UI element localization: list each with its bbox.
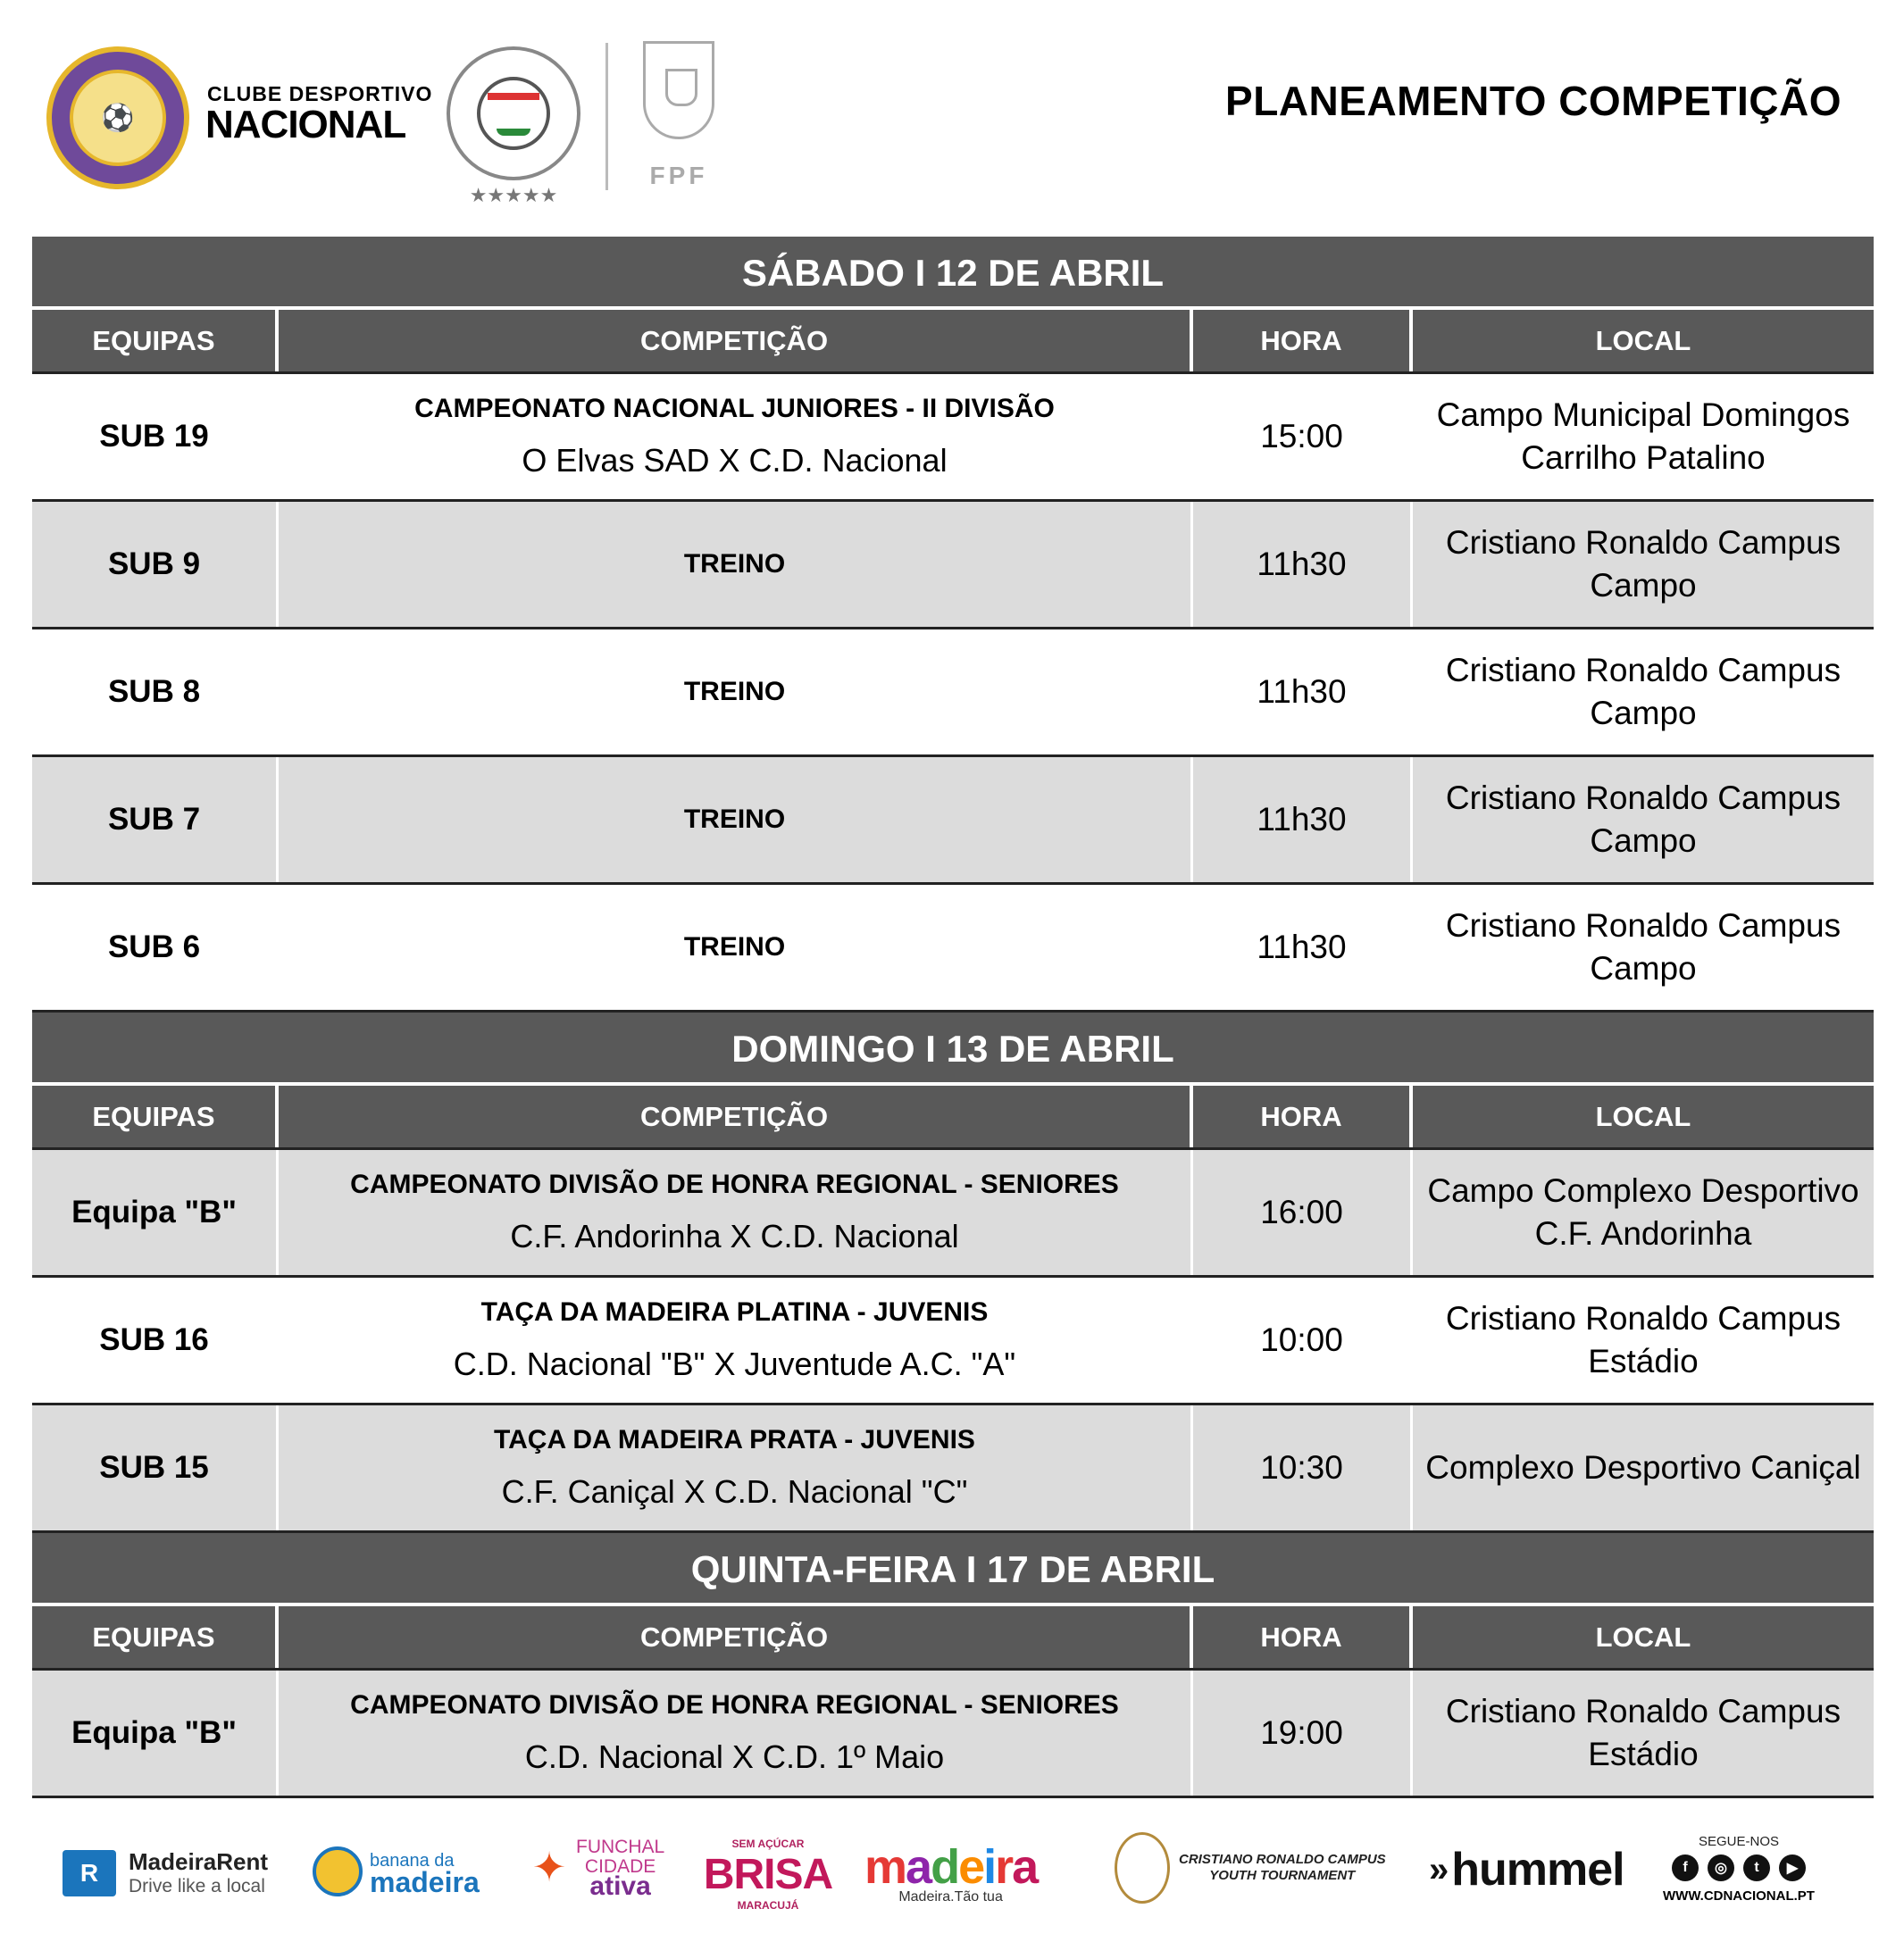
table-row [32, 502, 1874, 629]
madeirarent-name: MadeiraRent [129, 1848, 269, 1875]
competition-title: CAMPEONATO NACIONAL JUNIORES - II DIVISÃO [414, 394, 1055, 423]
day-header: SÁBADO I 12 DE ABRIL [32, 237, 1874, 310]
venue-line: Cristiano Ronaldo Campus [1445, 907, 1841, 944]
column-competition: COMPETIÇÃO [279, 1086, 1193, 1147]
table-row [32, 374, 1874, 502]
time-cell: 19:00 [1193, 1671, 1413, 1796]
competition-title: TAÇA DA MADEIRA PLATINA - JUVENIS [480, 1297, 989, 1327]
competition-cell [279, 885, 1193, 1010]
venue-cell [1413, 502, 1874, 627]
venue-line: Cristiano Ronaldo Campus [1445, 524, 1841, 561]
table-row [32, 1405, 1874, 1533]
column-teams: EQUIPAS [32, 1606, 279, 1668]
venue-line: Campo Municipal Domingos [1436, 396, 1850, 433]
competition-title: TAÇA DA MADEIRA PRATA - JUVENIS [494, 1425, 975, 1454]
team-cell: SUB 8 [32, 629, 279, 754]
madeirarent-tagline: Drive like a local [129, 1876, 265, 1896]
brisa-main: BRISA [703, 1850, 833, 1898]
banana-small-text: banana da [370, 1851, 455, 1871]
competition-title: CAMPEONATO DIVISÃO DE HONRA REGIONAL - SENIORES [350, 1690, 1119, 1720]
competition-cell [279, 1278, 1193, 1403]
table-row [32, 757, 1874, 885]
column-teams: EQUIPAS [32, 310, 279, 371]
funchal-line3: ativa [589, 1871, 651, 1901]
crc-line1: CRISTIANO RONALDO CAMPUS [1179, 1852, 1386, 1867]
website-link[interactable]: WWW.CDNACIONAL.PT [1663, 1888, 1815, 1904]
venue-line: Campo [1590, 567, 1697, 604]
venue-cell [1413, 1405, 1874, 1530]
competition-cell [279, 1405, 1193, 1530]
madeira-wordmark: madeira [864, 1840, 1038, 1894]
schedule-table [32, 237, 1874, 1798]
table-row [32, 629, 1874, 757]
venue-line: Cristiano Ronaldo Campus [1445, 652, 1841, 688]
column-time: HORA [1193, 1086, 1413, 1147]
page-header [0, 0, 1904, 223]
time-cell: 11h30 [1193, 757, 1413, 882]
fpf-label: FPF [649, 162, 708, 189]
fpf-shield-icon [643, 41, 714, 139]
match-text: C.F. Caniçal X C.D. Nacional "C" [501, 1473, 968, 1510]
club-name-big: NACIONAL [205, 103, 406, 146]
sponsor-banana [313, 1846, 480, 1896]
facebook-icon[interactable]: f [1672, 1854, 1699, 1881]
madeirarent-logo-icon: R [63, 1850, 116, 1896]
match-text: C.D. Nacional "B" X Juventude A.C. "A" [453, 1346, 1016, 1382]
club-crest-center: ⚽ [70, 70, 166, 166]
club-name-small: CLUBE DESPORTIVO [207, 82, 433, 105]
fpf-logo [634, 41, 723, 193]
column-competition: COMPETIÇÃO [279, 1606, 1193, 1668]
venue-cell [1413, 1150, 1874, 1275]
column-competition: COMPETIÇÃO [279, 310, 1193, 371]
hummel-chevron-icon: » [1429, 1849, 1449, 1889]
day-header: DOMINGO I 13 DE ABRIL [32, 1013, 1874, 1086]
certification-logo [447, 46, 580, 206]
venue-line: Cristiano Ronaldo Campus [1445, 1693, 1841, 1729]
sponsor-madeira [864, 1839, 1037, 1905]
team-cell: Equipa "B" [32, 1671, 279, 1796]
hummel-wordmark: hummel [1451, 1844, 1624, 1896]
time-cell: 11h30 [1193, 629, 1413, 754]
crc-badge-icon [1115, 1832, 1170, 1904]
venue-line: C.F. Andorinha [1534, 1215, 1752, 1252]
competition-cell [279, 629, 1193, 754]
match-text: O Elvas SAD X C.D. Nacional [522, 442, 948, 479]
club-crest-logo [46, 46, 189, 189]
funchal-line2: CIDADE [584, 1856, 656, 1877]
table-row [32, 1671, 1874, 1798]
table-row [32, 1278, 1874, 1405]
competition-cell [279, 374, 1193, 499]
venue-cell [1413, 629, 1874, 754]
venue-line: Campo Complexo Desportivo [1427, 1172, 1859, 1209]
crc-line2: YOUTH TOURNAMENT [1209, 1868, 1356, 1883]
sponsor-hummel [1429, 1843, 1624, 1896]
column-teams: EQUIPAS [32, 1086, 279, 1147]
match-text: C.D. Nacional X C.D. 1º Maio [524, 1738, 945, 1775]
funchal-line1: FUNCHAL [576, 1837, 665, 1857]
sponsor-funchal [522, 1837, 665, 1901]
column-time: HORA [1193, 310, 1413, 371]
madeira-tagline: Madeira.Tão tua [898, 1889, 1003, 1904]
team-cell: SUB 15 [32, 1405, 279, 1530]
time-cell: 16:00 [1193, 1150, 1413, 1275]
column-venue: LOCAL [1595, 1621, 1691, 1653]
competition-title: TREINO [683, 932, 786, 962]
table-row [32, 1150, 1874, 1278]
venue-line: Campo [1590, 950, 1697, 987]
time-cell: 11h30 [1193, 885, 1413, 1010]
venue-line: Campo [1590, 822, 1697, 859]
time-cell: 15:00 [1193, 374, 1413, 499]
team-cell: SUB 6 [32, 885, 279, 1010]
column-venue: LOCAL [1595, 1100, 1691, 1132]
instagram-icon[interactable]: ◎ [1708, 1854, 1734, 1881]
social-block [1663, 1834, 1815, 1904]
competition-cell [279, 1150, 1193, 1275]
table-row [32, 885, 1874, 1013]
twitter-icon[interactable]: t [1743, 1854, 1770, 1881]
venue-line: Estádio [1588, 1343, 1699, 1379]
venue-cell [1413, 374, 1874, 499]
youtube-icon[interactable]: ▶ [1779, 1854, 1806, 1881]
column-header-row [32, 1606, 1874, 1671]
logo-divider [605, 43, 608, 190]
competition-cell [279, 1671, 1193, 1796]
competition-title: TREINO [683, 804, 786, 834]
day-header: QUINTA-FEIRA I 17 DE ABRIL [32, 1533, 1874, 1606]
venue-line: Estádio [1588, 1736, 1699, 1772]
brisa-top: SEM AÇÚCAR [731, 1837, 805, 1850]
venue-cell [1413, 1671, 1874, 1796]
match-text: C.F. Andorinha X C.D. Nacional [510, 1218, 959, 1254]
competition-title: CAMPEONATO DIVISÃO DE HONRA REGIONAL - SENIORES [350, 1170, 1119, 1199]
social-heading: SEGUE-NOS [1698, 1834, 1779, 1849]
banana-logo-icon [313, 1846, 363, 1896]
sponsor-brisa [703, 1834, 833, 1914]
column-header-row [32, 310, 1874, 374]
brisa-bottom: MARACUJÁ [737, 1898, 799, 1912]
venue-line: Cristiano Ronaldo Campus [1445, 1300, 1841, 1337]
certification-stars-icon: ★★★★★ [469, 184, 558, 206]
team-cell: Equipa "B" [32, 1150, 279, 1275]
team-cell: SUB 16 [32, 1278, 279, 1403]
venue-cell [1413, 1278, 1874, 1403]
competition-cell [279, 502, 1193, 627]
venue-cell [1413, 885, 1874, 1010]
venue-line: Cristiano Ronaldo Campus [1445, 779, 1841, 816]
column-header-row [32, 1086, 1874, 1150]
venue-cell [1413, 757, 1874, 882]
funchal-figure-icon: ✦ [531, 1844, 567, 1890]
team-cell: SUB 9 [32, 502, 279, 627]
column-venue: LOCAL [1595, 324, 1691, 356]
competition-cell [279, 757, 1193, 882]
column-time: HORA [1193, 1606, 1413, 1668]
banana-big-text: madeira [370, 1866, 480, 1898]
sponsor-bar [0, 1821, 1904, 1942]
time-cell: 10:30 [1193, 1405, 1413, 1530]
venue-line: Carrilho Patalino [1521, 439, 1766, 476]
sponsor-madeirarent [63, 1848, 268, 1897]
venue-line: Campo [1590, 695, 1697, 731]
team-cell: SUB 7 [32, 757, 279, 882]
competition-title: TREINO [683, 549, 786, 579]
team-cell: SUB 19 [32, 374, 279, 499]
time-cell: 11h30 [1193, 502, 1413, 627]
page-title: PLANEAMENTO COMPETIÇÃO [1225, 78, 1841, 124]
competition-title: TREINO [683, 677, 786, 706]
time-cell: 10:00 [1193, 1278, 1413, 1403]
venue-line: Complexo Desportivo Caniçal [1425, 1449, 1861, 1486]
certification-emblem-icon [477, 77, 550, 150]
sponsor-crc-tournament [1115, 1832, 1386, 1904]
